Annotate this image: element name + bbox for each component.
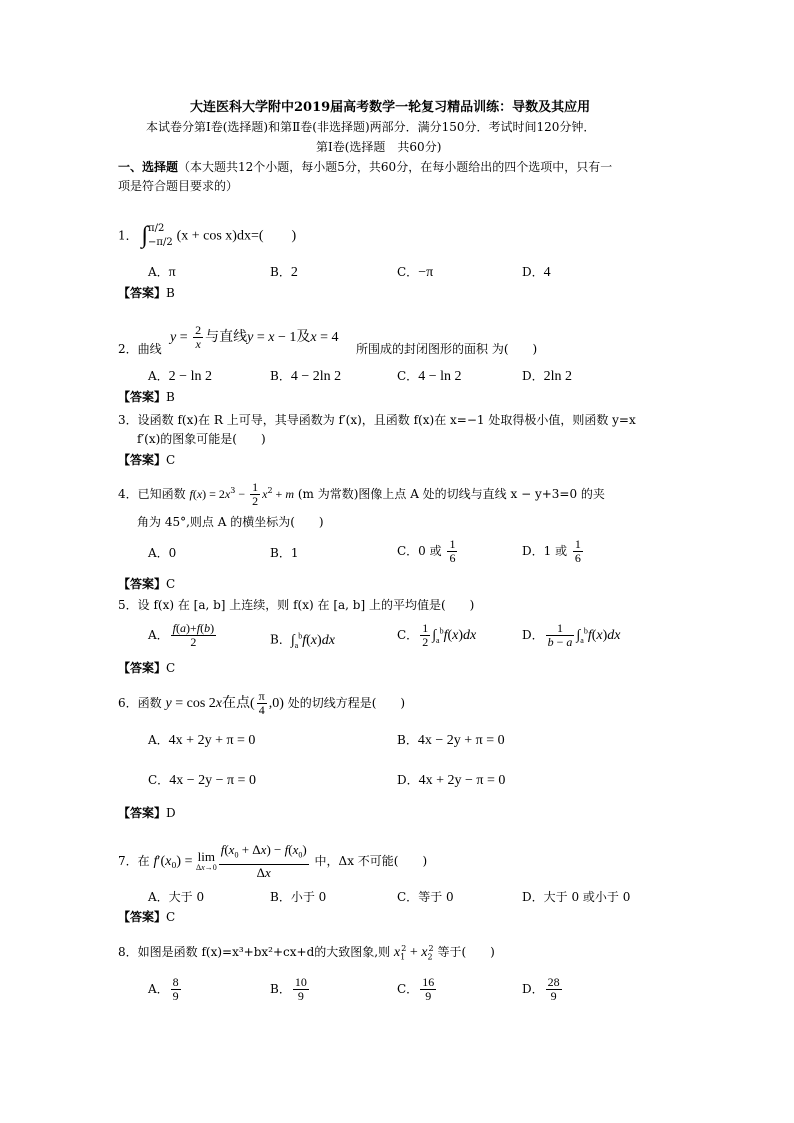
q2-formula: y = $\frac{2}{x}$ 与直线y = x − 1及x = 4 <box>170 323 339 351</box>
q5-answer: 【答案】C <box>118 661 176 675</box>
section-desc-line2: 项是符合题目要求的） <box>118 179 239 193</box>
q5-option-c[interactable]: C． $\frac{1}{2}$ $\int_a^bf(x)dx$ <box>397 621 477 649</box>
exam-intro: 本试卷分第Ⅰ卷(选择题)和第Ⅱ卷(非选择题)两部分．满分150分．考试时间120分钟． <box>146 120 596 134</box>
q5-option-b[interactable]: B．$\int_a^bf(x)dx$ <box>270 631 335 650</box>
q4-answer: 【答案】C <box>118 577 176 591</box>
question-2-tail: 所围成的封闭图形的面积 为( ) <box>356 342 538 356</box>
q6-option-d[interactable]: D．4x + 2y − π = 0 <box>397 773 506 788</box>
question-6-stem: 6．函数 y = cos 2x在点( $\frac{\pi}{4}$ ,0) 处的切线方程是( ) <box>118 689 406 717</box>
question-7-stem: 7．在 $f'(x_0) = \lim$ Δx→0 $\frac{f(x_0 + \Delta x) - f(x_0)}{\Delta x}$ 中，Δx 不可能( ) <box>118 842 428 880</box>
q5-option-a[interactable]: A． $\frac{f(a)+f(b)}{2}$ <box>148 621 215 649</box>
q6-option-a[interactable]: A．4x + 2y + π = 0 <box>148 733 256 748</box>
q8-option-d[interactable]: D． $\frac{28}{9}$ <box>522 975 560 1003</box>
question-8-stem: 8．如图是函数 f(x)=x³+bx²+cx+d的大致图象,则 $x_1^2 + x_2^2$ 等于( ) <box>118 944 495 962</box>
q2-answer: 【答案】B <box>118 390 175 404</box>
section-heading: 一、选择题 <box>118 160 179 174</box>
q1-option-d[interactable]: D．4 <box>522 265 551 280</box>
q4-option-c[interactable]: C．0 或 $\frac{1}{6}$ <box>397 537 456 565</box>
integral-limits: π/2 −π/2 <box>148 223 173 248</box>
question-3-line1: 3．设函数 f(x)在 R 上可导，其导函数为 f′(x)，且函数 f(x)在 x=−1 处取得极小值，则函数 y=x <box>118 413 636 427</box>
q7-option-d[interactable]: D．大于 0 或小于 0 <box>522 890 631 904</box>
q4-option-a[interactable]: A．0 <box>148 546 177 560</box>
q7-option-b[interactable]: B．小于 0 <box>270 890 327 904</box>
q1-answer: 【答案】B <box>118 286 175 300</box>
q4-option-b[interactable]: B．1 <box>270 546 299 560</box>
q2-option-a[interactable]: A．2 − ln 2 <box>148 369 212 384</box>
question-2-stem: 2．曲线 <box>118 342 162 356</box>
question-4-stem: 4．已知函数 $f(x) = 2x^3$ − $\frac{1}{2}$ $x^2 + m$ (m 为常数)图像上点 A 处的切线与直线 x − y+3=0 的夹 <box>118 480 605 508</box>
q8-option-b[interactable]: B． $\frac{10}{9}$ <box>270 975 307 1003</box>
q8-option-a[interactable]: A． $\frac{8}{9}$ <box>148 975 179 1003</box>
q2-option-b[interactable]: B．4 − 2ln 2 <box>270 369 342 384</box>
q1-option-c[interactable]: C．−π <box>397 265 434 280</box>
q6-option-c[interactable]: C．4x − 2y − π = 0 <box>148 773 256 788</box>
q5-option-d[interactable]: D． $\frac{1}{b - a}$ $\int_a^bf(x)dx$ <box>522 621 621 649</box>
question-4-line2: 角为 45°,则点 A 的横坐标为( ) <box>137 515 324 529</box>
q2-option-c[interactable]: C．4 − ln 2 <box>397 369 462 384</box>
question-3-line2: f′(x)的图象可能是( ) <box>137 432 266 446</box>
q1-option-b[interactable]: B．2 <box>270 265 298 280</box>
q7-answer: 【答案】C <box>118 910 176 924</box>
q4-option-d[interactable]: D．1 或 $\frac{1}{6}$ <box>522 537 581 565</box>
q6-answer: 【答案】D <box>118 806 176 820</box>
integral-sign: ∫ <box>141 222 149 249</box>
section-desc-line1: 一、选择题（本大题共12个小题，每小题5分，共60分，在每小题给出的四个选项中，只有一 <box>118 160 613 174</box>
q8-option-c[interactable]: C． $\frac{16}{9}$ <box>397 975 435 1003</box>
q6-option-b[interactable]: B．4x − 2y + π = 0 <box>397 733 505 748</box>
q3-answer: 【答案】C <box>118 453 176 467</box>
question-1-stem: 1． ∫ π/2 −π/2 (x + cos x)dx=( ) <box>118 222 297 249</box>
q7-option-a[interactable]: A．大于 0 <box>148 890 205 904</box>
q2-option-d[interactable]: D．2ln 2 <box>522 369 573 384</box>
q1-option-a[interactable]: A．π <box>148 265 176 280</box>
q7-option-c[interactable]: C．等于 0 <box>397 890 454 904</box>
volume-heading: 第Ⅰ卷(选择题 共60分) <box>316 140 442 154</box>
question-5-stem: 5．设 f(x) 在 [a, b] 上连续，则 f(x) 在 [a, b] 上的平均值是( ) <box>118 598 475 612</box>
page-title: 大连医科大学附中2019届高考数学一轮复习精品训练：导数及其应用 <box>190 100 591 115</box>
